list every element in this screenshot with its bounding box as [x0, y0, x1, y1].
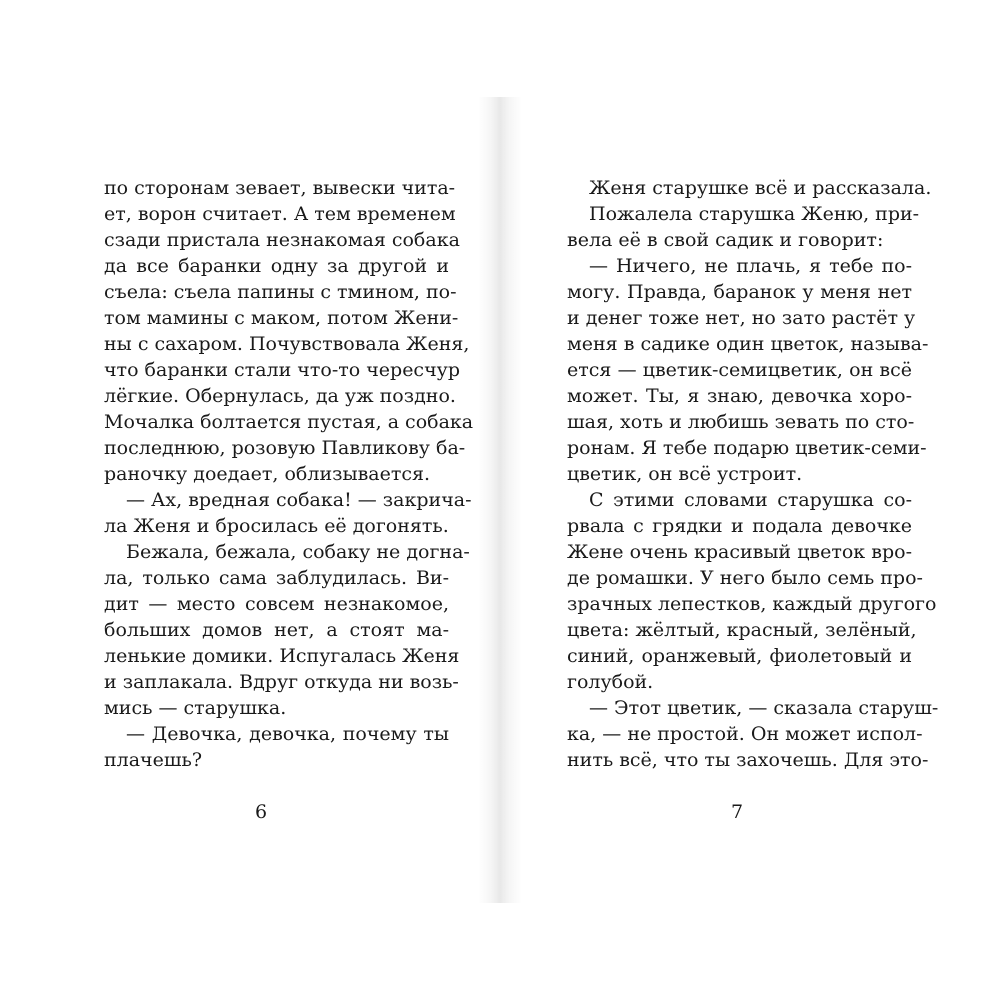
text-line: да все баранки одну за другой и: [104, 255, 449, 277]
text-line: ла, только сама заблудилась. Ви-: [104, 567, 449, 589]
text-line: последнюю, розовую Павликову ба-: [104, 437, 466, 459]
text-line: вела её в свой садик и говорит:: [567, 229, 884, 251]
text-line: Бежала, бежала, собаку не догна-: [126, 541, 470, 563]
text-line: Пожалела старушка Женю, при-: [589, 203, 920, 225]
right-page: [500, 97, 986, 903]
gutter-shadow-right: [500, 97, 522, 903]
text-line: Мочалка болтается пустая, а собака: [104, 411, 474, 433]
text-line: съела: съела папины с тмином, по-: [104, 281, 457, 303]
text-line: — Ничего, не плачь, я тебе по-: [589, 255, 912, 277]
text-line: плачешь?: [104, 749, 203, 771]
text-line: ется — цветик-семицветик, он всё: [567, 359, 912, 381]
text-line: Женя старушке всё и рассказала.: [589, 177, 932, 199]
text-line: сзади пристала незнакомая собака: [104, 229, 460, 251]
text-line: зрачных лепестков, каждый другого: [567, 593, 937, 615]
gutter-shadow-left: [478, 97, 500, 903]
text-line: цветик, он всё устроит.: [567, 463, 803, 485]
text-line: нить всё, что ты захочешь. Для это-: [567, 749, 929, 771]
text-line: ленькие домики. Испугалась Женя: [104, 645, 460, 667]
text-line: лёгкие. Обернулась, да уж поздно.: [104, 385, 456, 407]
text-line: рвала с грядки и подала девочке: [567, 515, 912, 537]
text-line: могу. Правда, баранок у меня нет: [567, 281, 912, 303]
text-line: больших домов нет, а стоят ма-: [104, 619, 449, 641]
text-line: ка, — не простой. Он может испол-: [567, 723, 923, 745]
text-line: цвета: жёлтый, красный, зелёный,: [567, 619, 917, 641]
text-line: де ромашки. У него было семь про-: [567, 567, 923, 589]
text-line: дит — место совсем незнакомое,: [104, 593, 449, 615]
text-line: что баранки стали что-то чересчур: [104, 359, 460, 381]
text-line: том мамины с маком, потом Жени-: [104, 307, 459, 329]
text-line: — Этот цветик, — сказала старуш-: [589, 697, 939, 719]
text-line: голубой.: [567, 671, 654, 693]
text-line: Жене очень красивый цветок вро-: [567, 541, 912, 563]
right-page-text: [567, 175, 939, 773]
text-line: — Ах, вредная собака! — закрича-: [126, 489, 472, 511]
text-line: С этими словами старушка со-: [589, 489, 912, 511]
text-line: и заплакала. Вдруг откуда ни возь-: [104, 671, 459, 693]
right-page-number: 7: [730, 801, 744, 823]
left-page-number: 6: [254, 801, 268, 823]
text-line: — Девочка, девочка, почему ты: [126, 723, 449, 745]
text-line: ронам. Я тебе подарю цветик-семи-: [567, 437, 927, 459]
text-line: ран‍очку доедает, облизывается.: [104, 463, 431, 485]
text-line: ны с сахаром. Почувствовала Женя,: [104, 333, 470, 355]
text-line: синий, оранжевый, фиолетовый и: [567, 645, 912, 667]
left-page: [14, 97, 500, 903]
text-line: меня в садике один цветок, называ-: [567, 333, 929, 355]
left-page-text: [104, 175, 474, 773]
text-line: ет, ворон считает. А тем временем: [104, 203, 456, 225]
text-line: ла Женя и бросилась её догонять.: [104, 515, 449, 537]
text-line: и денег тоже нет, но зато растёт у: [567, 307, 916, 329]
text-line: может. Ты, я знаю, девочка хоро-: [567, 385, 912, 407]
text-line: шая, хоть и любишь зевать по сто-: [567, 411, 915, 433]
text-line: мись — старушка.: [104, 697, 287, 719]
text-line: по сторонам зевает, вывески чита-: [104, 177, 456, 199]
